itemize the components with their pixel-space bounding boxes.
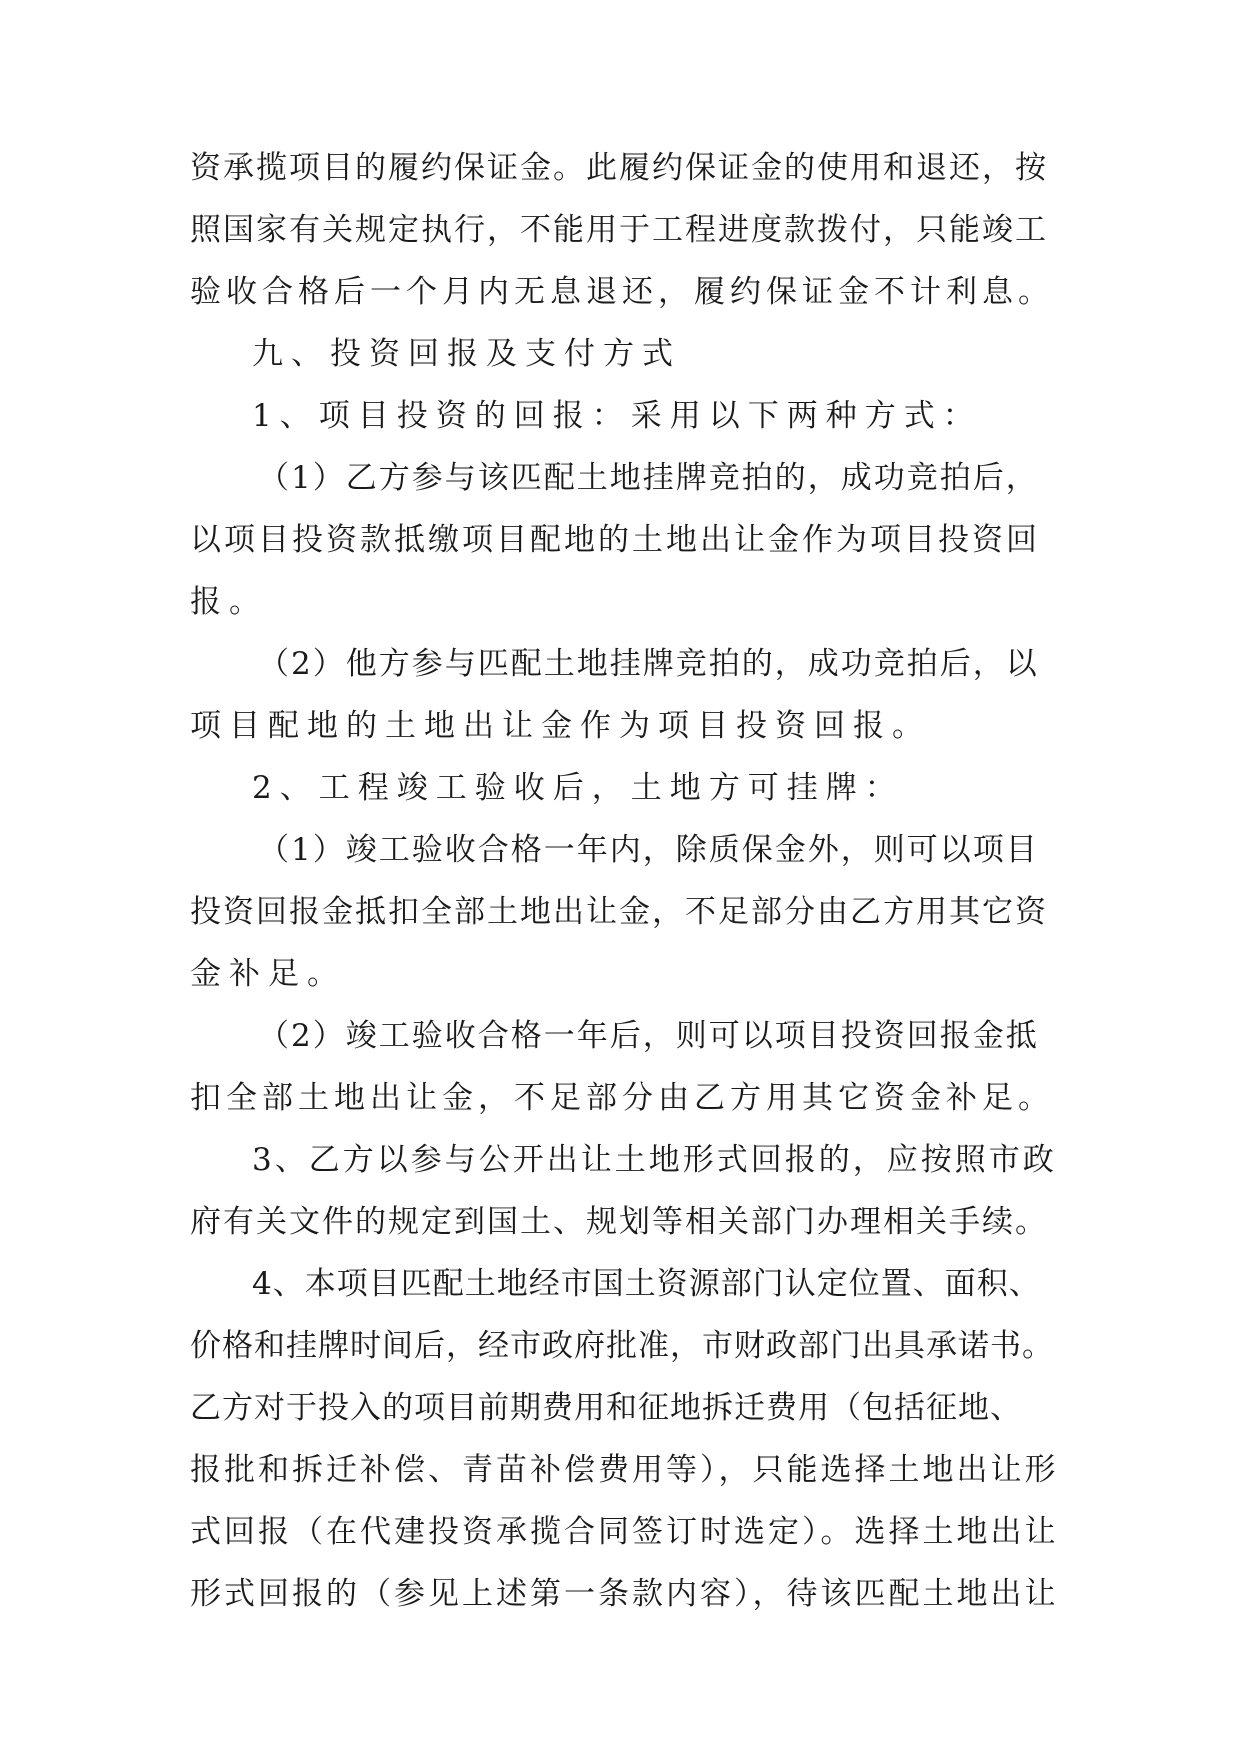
text-line-6: （1）乙方参与该匹配土地挂牌竞拍的，成功竞拍后， bbox=[258, 460, 1039, 496]
text-line-19: 4、本项目匹配土地经市国土资源部门认定位置、面积、 bbox=[252, 1266, 1041, 1302]
text-line-14: 金补足。 bbox=[190, 956, 346, 992]
text-line-21: 乙方对于投入的项目前期费用和征地拆迁费用（包括征地、 bbox=[190, 1390, 1022, 1426]
text-line-22: 报批和拆迁补偿、青苗补偿费用等），只能选择土地出让形 bbox=[190, 1452, 1059, 1488]
text-line-17: 3、乙方以参与公开出让土地形式回报的，应按照市政 bbox=[252, 1142, 1057, 1178]
text-line-2: 照国家有关规定执行，不能用于工程进度款拨付，只能竣工 bbox=[190, 212, 1048, 248]
text-line-13: 投资回报金抵扣全部土地出让金，不足部分由乙方用其它资 bbox=[190, 894, 1048, 930]
text-line-7: 以项目投资款抵缴项目配地的土地出让金作为项目投资回 bbox=[190, 522, 1040, 558]
text-line-15: （2）竣工验收合格一年后，则可以项目投资回报金抵 bbox=[258, 1018, 1039, 1054]
text-line-16: 扣全部土地出让金，不足部分由乙方用其它资金补足。 bbox=[190, 1080, 1054, 1116]
text-line-11: 2、工程竣工验收后，土地方可挂牌： bbox=[252, 770, 904, 806]
text-line-5: 1、项目投资的回报：采用以下两种方式： bbox=[252, 398, 982, 434]
text-line-9: （2）他方参与匹配土地挂牌竞拍的，成功竞拍后，以 bbox=[258, 646, 1039, 682]
text-line-10: 项目配地的土地出让金作为项目投资回报。 bbox=[190, 708, 931, 744]
text-line-23: 式回报（在代建投资承揽合同签订时选定）。选择土地出让 bbox=[190, 1514, 1059, 1550]
text-line-18: 府有关文件的规定到国土、规划等相关部门办理相关手续。 bbox=[190, 1204, 1048, 1240]
text-line-24: 形式回报的（参见上述第一条款内容），待该匹配土地出让 bbox=[190, 1576, 1059, 1612]
text-line-8: 报。 bbox=[190, 584, 268, 620]
text-line-1: 资承揽项目的履约保证金。此履约保证金的使用和退还，按 bbox=[190, 150, 1048, 186]
text-line-3: 验收合格后一个月内无息退还，履约保证金不计利息。 bbox=[190, 274, 1054, 310]
text-line-12: （1）竣工验收合格一年内，除质保金外，则可以项目 bbox=[258, 832, 1039, 868]
section-heading: 九、投资回报及支付方式 bbox=[252, 336, 681, 372]
text-line-20: 价格和挂牌时间后，经市政府批准，市财政部门出具承诺书。 bbox=[190, 1328, 1054, 1364]
